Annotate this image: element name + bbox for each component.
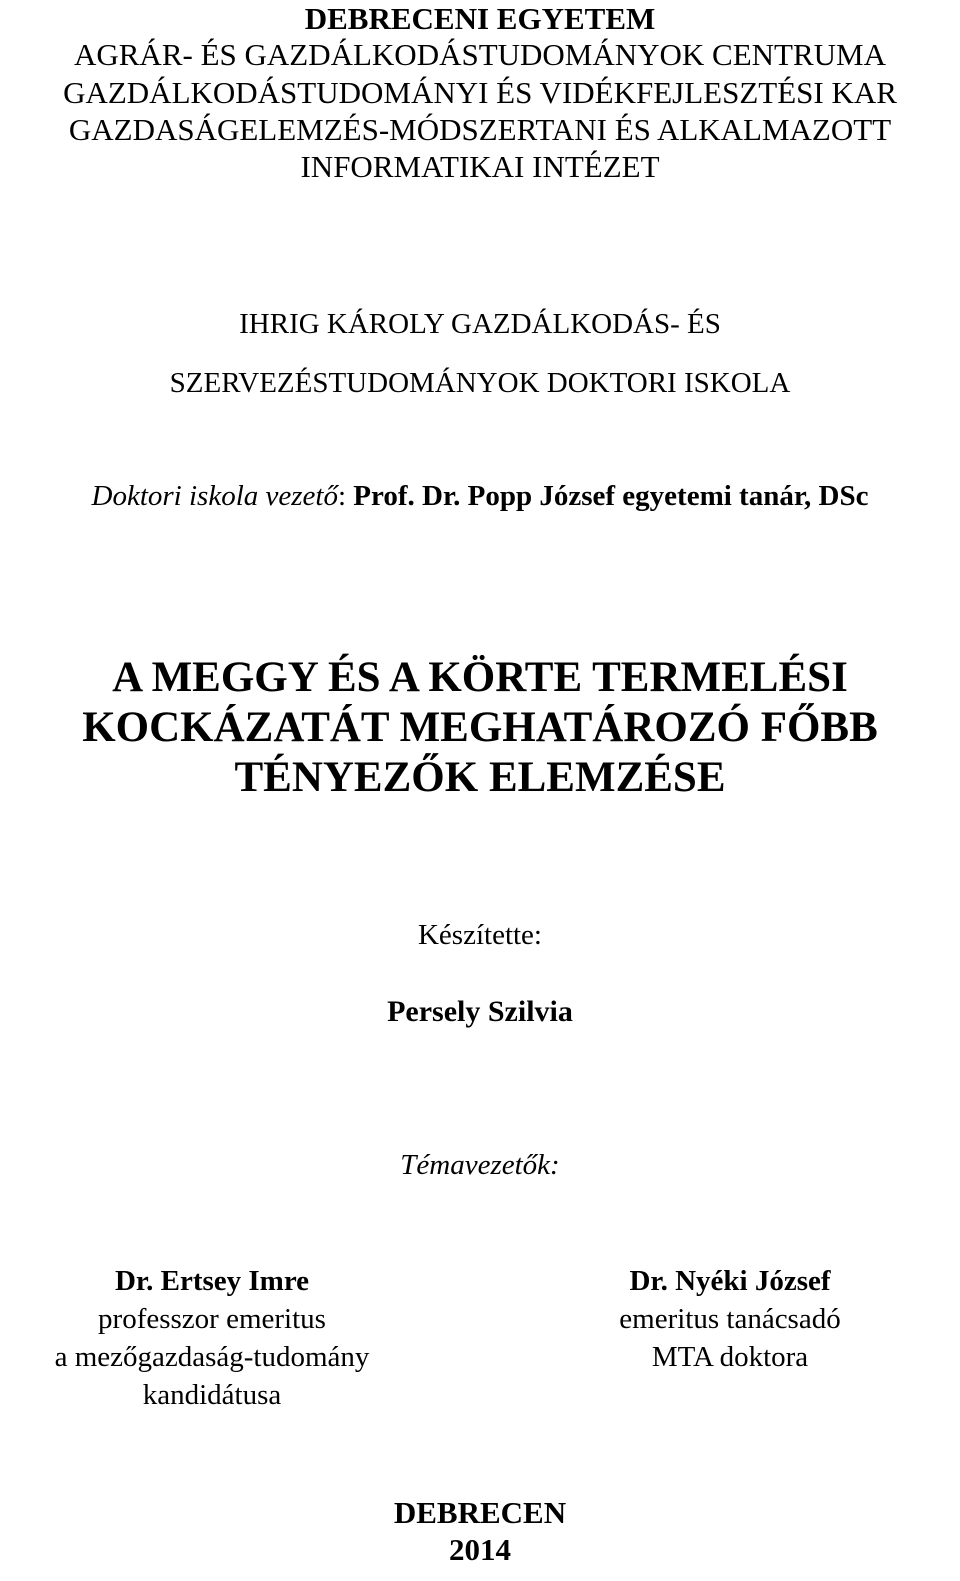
supervisor-left [20,1262,404,1414]
footer-year: 2014 [449,1532,511,1567]
supervisor-right-name: Dr. Nyéki József [629,1265,831,1297]
school-leader-separator: : [337,480,354,512]
institute-name-line1: GAZDASÁGELEMZÉS-MÓDSZERTANI ÉS ALKALMAZOTT [68,112,892,147]
supervisor-left-degree-cont: kandidátusa [142,1379,282,1411]
supervisor-right [568,1262,892,1376]
doctoral-school-line2: SZERVEZÉSTUDOMÁNYOK DOKTORI ISKOLA [169,367,791,399]
doctoral-school-line1: IHRIG KÁROLY GAZDÁLKODÁS- ÉS [239,308,721,340]
supervisor-left-name: Dr. Ertsey Imre [114,1265,310,1297]
supervisor-right-title: emeritus tanácsadó [619,1303,841,1335]
university-name: DEBRECENI EGYETEM [304,1,656,36]
school-leader-name: Prof. Dr. Popp József egyetemi tanár, DSc [353,480,869,512]
supervisor-left-degree: a mezőgazdaság-tudomány [54,1341,370,1373]
thesis-title-line1: A MEGGY ÉS A KÖRTE TERMELÉSI [112,654,848,701]
school-leader-label: Doktori iskola vezető [91,480,338,512]
author-label: Készítette: [417,919,542,951]
author-name: Persely Szilvia [387,995,573,1028]
institute-name-line2: INFORMATIKAI INTÉZET [300,149,660,184]
supervisor-right-degree: MTA doktora [651,1341,809,1373]
supervisors-label: Témavezetők: [400,1149,560,1181]
thesis-title-line3: TÉNYEZŐK ELEMZÉSE [234,754,726,801]
supervisor-left-title: professzor emeritus [98,1303,326,1335]
centre-name: AGRÁR- ÉS GAZDÁLKODÁSTUDOMÁNYOK CENTRUMA [73,37,887,72]
faculty-name: GAZDÁLKODÁSTUDOMÁNYI ÉS VIDÉKFEJLESZTÉSI KAR [63,75,897,110]
footer-city: DEBRECEN [393,1495,567,1530]
school-leader [0,479,960,513]
thesis-title-line2: KOCKÁZATÁT MEGHATÁROZÓ FŐBB [82,704,878,751]
